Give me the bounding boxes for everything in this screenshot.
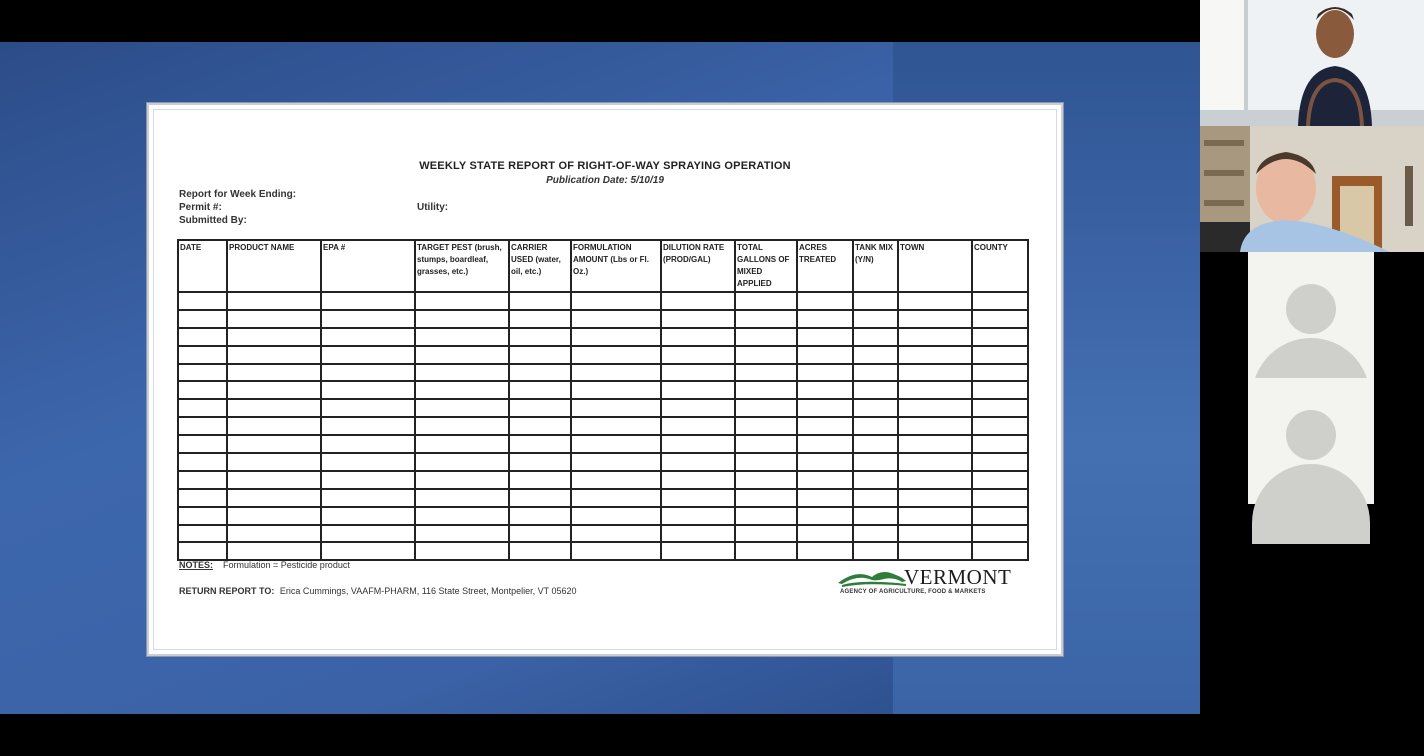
table-cell bbox=[415, 542, 509, 560]
table-cell bbox=[797, 542, 853, 560]
table-cell bbox=[898, 507, 972, 525]
mountain-logo-icon bbox=[836, 565, 908, 587]
table-cell bbox=[509, 489, 571, 507]
table-cell bbox=[509, 507, 571, 525]
user-avatar-icon bbox=[1286, 284, 1336, 334]
column-header: TOWN bbox=[898, 240, 972, 292]
table-cell bbox=[509, 435, 571, 453]
table-header-row bbox=[178, 240, 1028, 292]
table-cell bbox=[661, 471, 735, 489]
table-cell bbox=[797, 310, 853, 328]
table-cell bbox=[797, 471, 853, 489]
table-cell bbox=[735, 471, 797, 489]
table-cell bbox=[178, 292, 227, 310]
table-cell bbox=[415, 507, 509, 525]
column-header: ACRES TREATED bbox=[797, 240, 853, 292]
shared-screen bbox=[0, 42, 1200, 714]
table-cell bbox=[797, 381, 853, 399]
spraying-table bbox=[177, 239, 1029, 561]
table-cell bbox=[735, 292, 797, 310]
table-cell bbox=[735, 453, 797, 471]
table-cell bbox=[797, 346, 853, 364]
table-cell bbox=[853, 453, 898, 471]
table-cell bbox=[972, 399, 1028, 417]
participant-video-2[interactable] bbox=[1200, 126, 1424, 252]
table-cell bbox=[853, 310, 898, 328]
table-cell bbox=[178, 453, 227, 471]
table-cell bbox=[321, 471, 415, 489]
table-cell bbox=[227, 507, 321, 525]
table-row bbox=[178, 310, 1028, 328]
table-cell bbox=[571, 453, 661, 471]
table-cell bbox=[797, 435, 853, 453]
table-cell bbox=[178, 328, 227, 346]
table-cell bbox=[227, 310, 321, 328]
table-cell bbox=[321, 435, 415, 453]
table-cell bbox=[797, 489, 853, 507]
table-cell bbox=[178, 417, 227, 435]
permit-label: Permit #: bbox=[179, 202, 222, 213]
table-cell bbox=[898, 310, 972, 328]
table-cell bbox=[898, 292, 972, 310]
table-cell bbox=[898, 471, 972, 489]
table-cell bbox=[898, 399, 972, 417]
form-title: WEEKLY STATE REPORT OF RIGHT-OF-WAY SPRAYING OPERATION bbox=[419, 160, 791, 172]
table-cell bbox=[415, 310, 509, 328]
table-cell bbox=[415, 453, 509, 471]
table-cell bbox=[227, 525, 321, 543]
return-text: Erica Cummings, VAAFM-PHARM, 116 State Street, Montpelier, VT 05620 bbox=[279, 586, 577, 596]
table-cell bbox=[735, 346, 797, 364]
table-cell bbox=[735, 542, 797, 560]
table-cell bbox=[735, 399, 797, 417]
table-cell bbox=[178, 364, 227, 382]
week-ending-label: Report for Week Ending: bbox=[179, 189, 297, 200]
table-cell bbox=[227, 346, 321, 364]
table-cell bbox=[735, 364, 797, 382]
table-cell bbox=[415, 471, 509, 489]
form-subtitle: Publication Date: 5/10/19 bbox=[546, 175, 664, 186]
table-cell bbox=[797, 525, 853, 543]
table-cell bbox=[735, 328, 797, 346]
table-cell bbox=[972, 417, 1028, 435]
table-cell bbox=[853, 364, 898, 382]
table-cell bbox=[571, 525, 661, 543]
table-cell bbox=[853, 435, 898, 453]
table-row bbox=[178, 542, 1028, 560]
table-cell bbox=[735, 417, 797, 435]
utility-label: Utility: bbox=[417, 202, 449, 213]
table-cell bbox=[735, 525, 797, 543]
table-cell bbox=[571, 399, 661, 417]
table-cell bbox=[853, 399, 898, 417]
table-cell bbox=[735, 489, 797, 507]
table-cell bbox=[509, 328, 571, 346]
table-cell bbox=[661, 310, 735, 328]
table-cell bbox=[797, 453, 853, 471]
table-cell bbox=[898, 525, 972, 543]
participant-avatar-3[interactable] bbox=[1248, 252, 1374, 378]
table-cell bbox=[321, 364, 415, 382]
table-cell bbox=[797, 328, 853, 346]
table-cell bbox=[661, 399, 735, 417]
video-frame bbox=[1200, 126, 1424, 252]
table-cell bbox=[972, 310, 1028, 328]
table-body bbox=[178, 292, 1028, 560]
table-cell bbox=[178, 542, 227, 560]
table-cell bbox=[178, 525, 227, 543]
table-cell bbox=[415, 328, 509, 346]
table-cell bbox=[972, 525, 1028, 543]
table-cell bbox=[227, 328, 321, 346]
table-cell bbox=[227, 364, 321, 382]
table-cell bbox=[853, 525, 898, 543]
table-cell bbox=[972, 292, 1028, 310]
column-header: DILUTION RATE (PROD/GAL) bbox=[661, 240, 735, 292]
submitted-by-label: Submitted By: bbox=[179, 215, 247, 226]
table-cell bbox=[972, 381, 1028, 399]
table-cell bbox=[661, 525, 735, 543]
table-cell bbox=[227, 417, 321, 435]
table-cell bbox=[661, 292, 735, 310]
table-cell bbox=[898, 489, 972, 507]
table-cell bbox=[415, 417, 509, 435]
table-row bbox=[178, 435, 1028, 453]
table-cell bbox=[227, 381, 321, 399]
column-header: EPA # bbox=[321, 240, 415, 292]
column-header: TANK MIX (Y/N) bbox=[853, 240, 898, 292]
table-cell bbox=[178, 346, 227, 364]
table-cell bbox=[661, 328, 735, 346]
table-cell bbox=[898, 381, 972, 399]
table-cell bbox=[972, 346, 1028, 364]
table-cell bbox=[321, 310, 415, 328]
table-row bbox=[178, 489, 1028, 507]
column-header: TOTAL GALLONS OF MIXED APPLIED bbox=[735, 240, 797, 292]
table-cell bbox=[571, 292, 661, 310]
table-cell bbox=[509, 471, 571, 489]
table-cell bbox=[178, 310, 227, 328]
return-address bbox=[179, 586, 576, 596]
column-header: COUNTY bbox=[972, 240, 1028, 292]
table-cell bbox=[321, 346, 415, 364]
table-cell bbox=[415, 489, 509, 507]
table-cell bbox=[509, 364, 571, 382]
table-cell bbox=[415, 381, 509, 399]
table-cell bbox=[661, 435, 735, 453]
table-cell bbox=[571, 435, 661, 453]
table-cell bbox=[661, 489, 735, 507]
table-cell bbox=[972, 542, 1028, 560]
table-row bbox=[178, 364, 1028, 382]
table-cell bbox=[661, 507, 735, 525]
table-cell bbox=[571, 507, 661, 525]
table-cell bbox=[571, 328, 661, 346]
table-cell bbox=[853, 507, 898, 525]
table-cell bbox=[735, 310, 797, 328]
participant-avatar-4[interactable] bbox=[1248, 378, 1374, 504]
table-row bbox=[178, 471, 1028, 489]
table-cell bbox=[735, 435, 797, 453]
table-cell bbox=[415, 364, 509, 382]
table-cell bbox=[571, 542, 661, 560]
table-cell bbox=[853, 346, 898, 364]
table-row bbox=[178, 525, 1028, 543]
table-cell bbox=[415, 346, 509, 364]
table-cell bbox=[509, 381, 571, 399]
table-cell bbox=[853, 542, 898, 560]
table-row bbox=[178, 328, 1028, 346]
table-row bbox=[178, 292, 1028, 310]
table-cell bbox=[571, 364, 661, 382]
table-cell bbox=[972, 328, 1028, 346]
table-cell bbox=[797, 417, 853, 435]
table-cell bbox=[571, 417, 661, 435]
return-label: RETURN REPORT TO: bbox=[179, 586, 275, 596]
notes-label: NOTES: bbox=[179, 560, 214, 570]
table-cell bbox=[178, 471, 227, 489]
table-cell bbox=[509, 453, 571, 471]
table-cell bbox=[853, 292, 898, 310]
table-cell bbox=[661, 364, 735, 382]
table-cell bbox=[571, 381, 661, 399]
table-cell bbox=[321, 417, 415, 435]
table-cell bbox=[898, 364, 972, 382]
vermont-logo bbox=[836, 565, 1022, 597]
table-cell bbox=[178, 381, 227, 399]
column-header: TARGET PEST (brush, stumps, boardleaf, grasses, etc.) bbox=[415, 240, 509, 292]
table-cell bbox=[853, 417, 898, 435]
column-header: DATE bbox=[178, 240, 227, 292]
table-cell bbox=[321, 507, 415, 525]
table-cell bbox=[178, 435, 227, 453]
table-cell bbox=[178, 489, 227, 507]
logo-wordmark: VERMONT bbox=[904, 565, 1012, 589]
table-cell bbox=[972, 435, 1028, 453]
table-cell bbox=[735, 507, 797, 525]
table-cell bbox=[509, 310, 571, 328]
table-cell bbox=[853, 489, 898, 507]
table-cell bbox=[972, 507, 1028, 525]
logo-tagline: AGENCY OF AGRICULTURE, FOOD & MARKETS bbox=[840, 589, 986, 595]
table-cell bbox=[797, 399, 853, 417]
table-cell bbox=[661, 346, 735, 364]
table-cell bbox=[321, 542, 415, 560]
table-cell bbox=[972, 453, 1028, 471]
table-cell bbox=[227, 542, 321, 560]
table-cell bbox=[509, 292, 571, 310]
table-row bbox=[178, 507, 1028, 525]
user-avatar-icon bbox=[1286, 410, 1336, 460]
table-cell bbox=[797, 364, 853, 382]
table-cell bbox=[415, 399, 509, 417]
video-frame bbox=[1200, 0, 1424, 126]
table-cell bbox=[571, 346, 661, 364]
column-header: PRODUCT NAME bbox=[227, 240, 321, 292]
table-cell bbox=[178, 507, 227, 525]
table-cell bbox=[321, 489, 415, 507]
table-cell bbox=[321, 328, 415, 346]
participant-video-1[interactable] bbox=[1200, 0, 1424, 126]
table-cell bbox=[898, 453, 972, 471]
table-row bbox=[178, 346, 1028, 364]
table-row bbox=[178, 399, 1028, 417]
table-cell bbox=[321, 381, 415, 399]
table-cell bbox=[227, 292, 321, 310]
table-cell bbox=[509, 399, 571, 417]
table-cell bbox=[661, 542, 735, 560]
table-cell bbox=[321, 453, 415, 471]
table-cell bbox=[509, 525, 571, 543]
table-cell bbox=[321, 292, 415, 310]
table-cell bbox=[661, 381, 735, 399]
table-cell bbox=[898, 346, 972, 364]
table-cell bbox=[227, 435, 321, 453]
table-cell bbox=[571, 489, 661, 507]
table-cell bbox=[898, 328, 972, 346]
slide-document bbox=[147, 103, 1063, 656]
table-cell bbox=[227, 489, 321, 507]
table-cell bbox=[797, 507, 853, 525]
table-cell bbox=[853, 471, 898, 489]
table-cell bbox=[227, 471, 321, 489]
table-cell bbox=[227, 399, 321, 417]
table-cell bbox=[661, 453, 735, 471]
table-row bbox=[178, 417, 1028, 435]
table-cell bbox=[415, 525, 509, 543]
table-cell bbox=[735, 381, 797, 399]
table-cell bbox=[509, 417, 571, 435]
table-cell bbox=[898, 542, 972, 560]
notes bbox=[179, 560, 350, 570]
table-row bbox=[178, 381, 1028, 399]
table-cell bbox=[415, 435, 509, 453]
table-cell bbox=[898, 417, 972, 435]
table-row bbox=[178, 453, 1028, 471]
table-cell bbox=[797, 292, 853, 310]
table-cell bbox=[509, 346, 571, 364]
notes-text: Formulation = Pesticide product bbox=[223, 560, 350, 570]
table-cell bbox=[321, 399, 415, 417]
table-cell bbox=[415, 292, 509, 310]
column-header: FORMULATION AMOUNT (Lbs or Fl. Oz.) bbox=[571, 240, 661, 292]
table-cell bbox=[227, 453, 321, 471]
table-cell bbox=[571, 310, 661, 328]
column-header: CARRIER USED (water, oil, etc.) bbox=[509, 240, 571, 292]
table-cell bbox=[972, 471, 1028, 489]
table-cell bbox=[571, 471, 661, 489]
table-cell bbox=[972, 364, 1028, 382]
table-cell bbox=[661, 417, 735, 435]
table-cell bbox=[321, 525, 415, 543]
user-avatar-body bbox=[1252, 464, 1370, 544]
table-cell bbox=[853, 381, 898, 399]
table-cell bbox=[972, 489, 1028, 507]
table-cell bbox=[178, 399, 227, 417]
table-cell bbox=[898, 435, 972, 453]
table-cell bbox=[509, 542, 571, 560]
table-cell bbox=[853, 328, 898, 346]
